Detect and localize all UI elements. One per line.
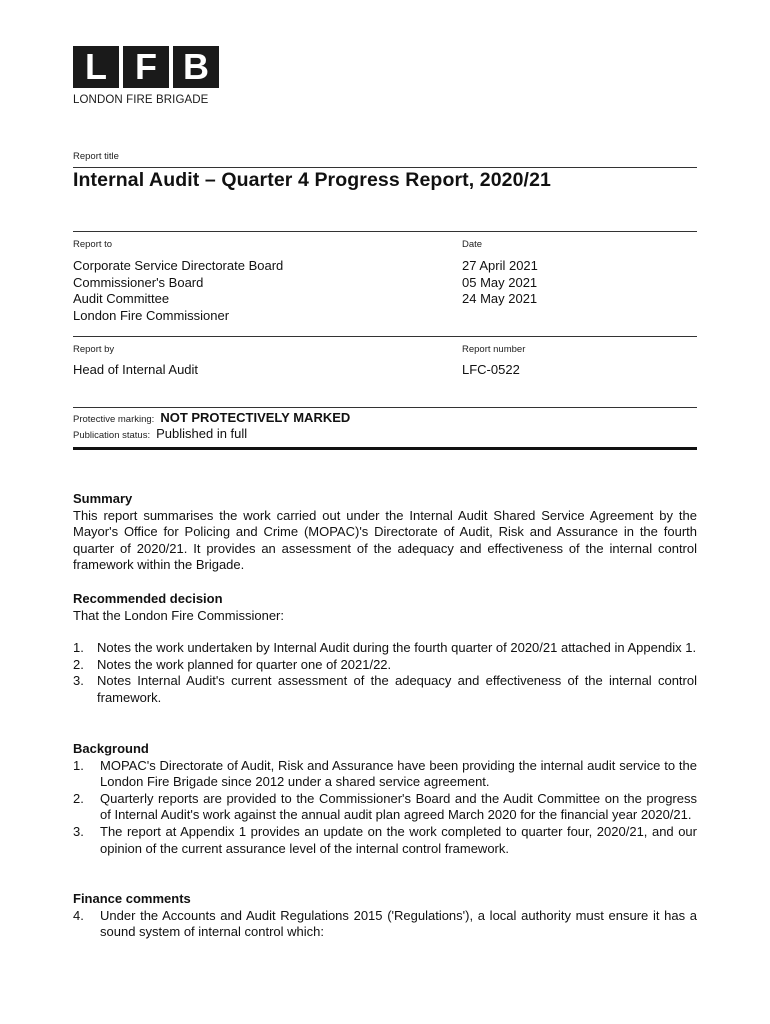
report-number-value: LFC-0522 <box>462 362 520 377</box>
logo-letter-b: B <box>173 46 219 88</box>
logo-letter-boxes <box>73 46 219 88</box>
list-item-number: 2. <box>73 790 84 806</box>
list-item <box>73 640 697 657</box>
logo-org-name: LONDON FIRE BRIGADE <box>73 94 209 106</box>
header-bottom-rule <box>73 447 697 450</box>
title-top-rule <box>73 167 697 168</box>
list-item <box>73 673 697 706</box>
publication-status-label: Publication status: <box>73 430 151 441</box>
report-to-recipients <box>73 258 283 324</box>
marking-rule <box>73 407 697 408</box>
recommended-decision-intro: That the London Fire Commissioner: <box>73 607 284 623</box>
report-number-label: Report number <box>462 344 526 355</box>
recommended-decision-list <box>73 640 697 706</box>
report-to-label: Report to <box>73 239 113 250</box>
summary-heading: Summary <box>73 491 133 506</box>
report-title-label: Report title <box>73 151 119 162</box>
date-block <box>462 239 538 308</box>
background-heading: Background <box>73 741 149 756</box>
report-by-block <box>73 344 198 379</box>
date-label: Date <box>462 239 483 250</box>
list-item-number: 3. <box>73 823 84 839</box>
recipient-line: Corporate Service Directorate Board <box>73 258 284 273</box>
date-line: 27 April 2021 <box>462 258 538 273</box>
list-item <box>73 758 697 791</box>
date-line: 24 May 2021 <box>462 291 538 307</box>
list-item <box>73 824 697 857</box>
list-item-text: Notes Internal Audit's current assessment of the adequacy and effectiveness of the internal control framework. <box>97 673 697 705</box>
logo-letter-f: F <box>123 46 169 88</box>
recipient-line: Commissioner's Board <box>73 274 204 290</box>
report-to-rule <box>73 231 697 232</box>
list-item-number: 3. <box>73 673 84 689</box>
list-item-number: 4. <box>73 907 84 923</box>
background-list <box>73 758 697 858</box>
report-to-block <box>73 239 283 324</box>
list-item-number: 1. <box>73 640 84 656</box>
protective-marking-value: NOT PROTECTIVELY MARKED <box>160 410 351 425</box>
report-number-block <box>462 344 525 379</box>
marking-block <box>73 410 350 441</box>
finance-comments-heading: Finance comments <box>73 891 191 906</box>
finance-comments-section <box>73 891 697 941</box>
list-item-text: MOPAC's Directorate of Audit, Risk and Assurance have been providing the internal audit service to the London Fire Brigade since 2012 under a shared service agreement. <box>100 757 697 790</box>
list-item-number: 1. <box>73 757 84 773</box>
summary-section <box>73 491 697 574</box>
background-section <box>73 741 697 857</box>
list-item-number: 2. <box>73 656 84 672</box>
finance-comments-list <box>73 908 697 941</box>
summary-text: This report summarises the work carried out under the Internal Audit Shared Service Agreement by the Mayor's Office for Policing and Crime (MOPAC)'s Directorate of Audit, Risk and Assurance in the fourth quarter of 2020/21. It provides an assessment of the adequacy and effectiveness of the internal control framework within the Brigade. <box>73 507 697 573</box>
list-item-text: The report at Appendix 1 provides an update on the work completed to quarter four, 2020/21, and our opinion of the current assurance level of the internal control framework. <box>100 823 697 856</box>
recipient-line: London Fire Commissioner <box>73 307 230 323</box>
report-title: Internal Audit – Quarter 4 Progress Report, 2020/21 <box>73 169 551 191</box>
list-item-text: Notes the work planned for quarter one of 2021/22. <box>97 656 392 672</box>
report-by-rule <box>73 336 697 337</box>
list-item <box>73 908 697 941</box>
recipient-line: Audit Committee <box>73 291 170 307</box>
publication-status-row <box>73 426 350 441</box>
list-item <box>73 791 697 824</box>
list-item-text: Under the Accounts and Audit Regulations 2015 ('Regulations'), a local authority must ensure it has a sound system of internal control which: <box>100 907 697 940</box>
list-item <box>73 657 697 674</box>
date-line: 05 May 2021 <box>462 274 538 290</box>
report-by-value: Head of Internal Audit <box>73 362 199 377</box>
recommended-decision-heading: Recommended decision <box>73 591 223 606</box>
publication-status-value: Published in full <box>156 426 248 441</box>
recommended-decision-section <box>73 591 697 707</box>
protective-marking-row <box>73 410 350 425</box>
list-item-text: Quarterly reports are provided to the Commissioner's Board and the Audit Committee on the progress of Internal Audit's work against the annual audit plan agreed March 2020 for the financial year 2020/21. <box>100 790 697 823</box>
date-values <box>462 258 538 308</box>
protective-marking-label: Protective marking: <box>73 414 155 425</box>
lfb-logo <box>73 46 219 106</box>
report-by-label: Report by <box>73 344 115 355</box>
logo-letter-l: L <box>73 46 119 88</box>
list-item-text: Notes the work undertaken by Internal Audit during the fourth quarter of 2020/21 attached in Appendix 1. <box>97 640 697 656</box>
